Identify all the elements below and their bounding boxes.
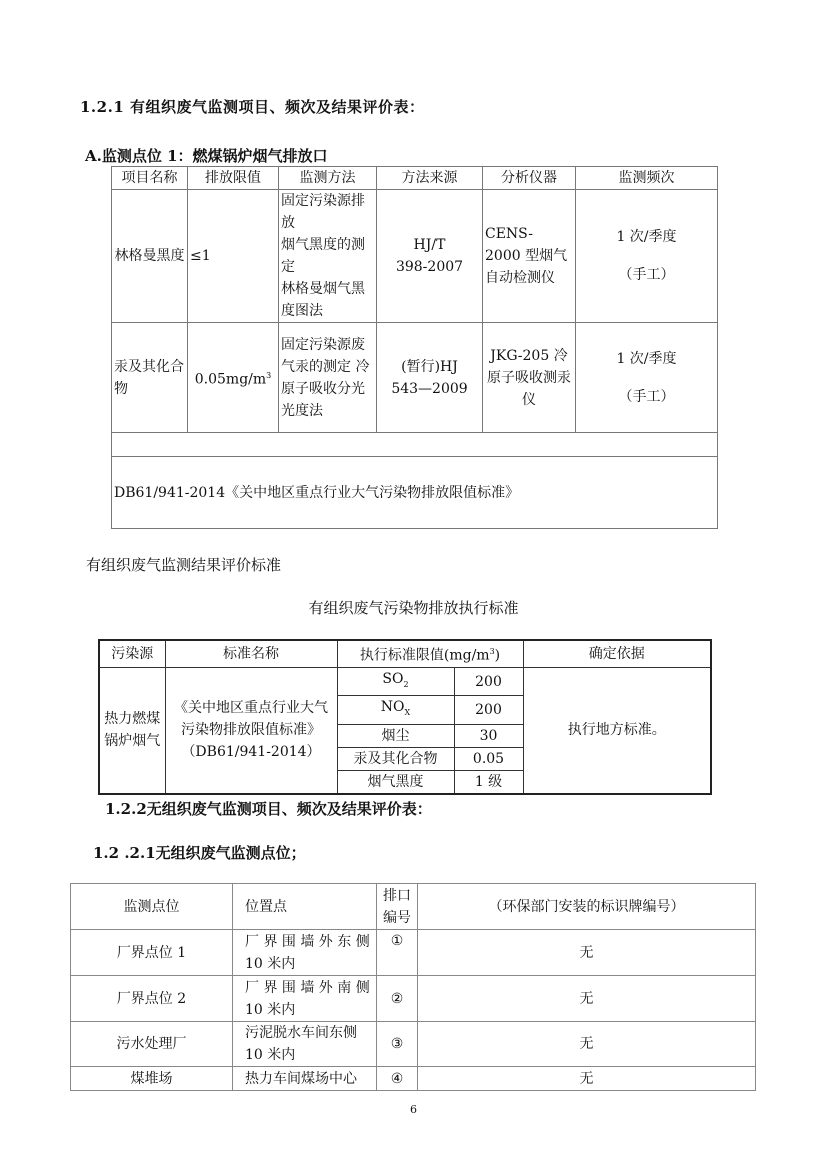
table-header-row bbox=[99, 640, 711, 667]
point-cell: 厂界点位 1 bbox=[71, 930, 233, 976]
value-cell: 200 bbox=[454, 667, 523, 696]
standard-cell: DB61/941-2014《关中地区重点行业大气污染物排放限值标准》 bbox=[112, 457, 718, 529]
source-cell: (暂行)HJ 543—2009 bbox=[377, 323, 483, 433]
instrument-cell: JKG-205 冷原子吸收测汞仪 bbox=[483, 323, 576, 433]
frequency-value: 1 次/季度 bbox=[616, 350, 677, 367]
limit-unit-superscript: 3 bbox=[266, 370, 272, 380]
outlet-no-cell: ① bbox=[377, 930, 418, 976]
basis-cell: 执行地方标准。 bbox=[523, 667, 711, 794]
standard-row bbox=[112, 457, 718, 529]
item-cell: 林格曼黑度 bbox=[112, 190, 188, 323]
location-cell: 厂 界 围 墙 外 南 侧 10 米内 bbox=[233, 976, 377, 1022]
table-row bbox=[99, 667, 711, 696]
tag-cell: 无 bbox=[418, 1067, 756, 1091]
evaluation-standard-paragraph: 有组织废气监测结果评价标准 bbox=[86, 556, 282, 574]
header-basis: 确定依据 bbox=[523, 640, 711, 667]
header-limit-text: 执行标准限值(mg/m bbox=[359, 647, 490, 664]
table-row bbox=[112, 190, 718, 323]
method-cell: 固定污染源废气汞的测定 冷原子吸收分光光度法 bbox=[279, 323, 377, 433]
header-item-name: 项目名称 bbox=[112, 167, 188, 190]
table-row bbox=[71, 1067, 756, 1091]
limit-cell: ≤1 bbox=[188, 190, 279, 323]
table-caption: 有组织废气污染物排放执行标准 bbox=[308, 599, 519, 617]
header-pollution-source: 污染源 bbox=[99, 640, 165, 667]
outlet-no-cell: ② bbox=[377, 976, 418, 1022]
header-frequency: 监测频次 bbox=[576, 167, 718, 190]
source-cell: 热力燃煤锅炉烟气 bbox=[99, 667, 165, 794]
pollutant-subscript: 2 bbox=[403, 679, 409, 689]
header-tag-no: （环保部门安装的标识牌编号） bbox=[418, 884, 756, 930]
standard-name-cell: 《关中地区重点行业大气污染物排放限值标准》 （DB61/941-2014） bbox=[165, 667, 337, 794]
pollutant-cell bbox=[337, 667, 454, 696]
page-number: 6 bbox=[410, 1103, 417, 1116]
table-header-row bbox=[112, 167, 718, 190]
pollutant-cell: 汞及其化合物 bbox=[337, 748, 454, 771]
table-row bbox=[112, 323, 718, 433]
header-point: 监测点位 bbox=[71, 884, 233, 930]
point-cell: 煤堆场 bbox=[71, 1067, 233, 1091]
monitoring-point-heading: A.监测点位 1：燃煤锅炉烟气排放口 bbox=[85, 147, 328, 165]
header-source: 方法来源 bbox=[377, 167, 483, 190]
header-method: 监测方法 bbox=[279, 167, 377, 190]
point-cell: 厂界点位 2 bbox=[71, 976, 233, 1022]
empty-cell bbox=[112, 433, 718, 457]
section-heading-1-2-2-1: 1.2 .2.1无组织废气监测点位； bbox=[93, 844, 306, 862]
method-cell: 固定污染源排放 烟气黑度的测定 林格曼烟气黑度图法 bbox=[279, 190, 377, 323]
location-cell: 热力车间煤场中心 bbox=[233, 1067, 377, 1091]
pollutant-cell: 烟尘 bbox=[337, 725, 454, 748]
organized-emission-monitoring-table bbox=[111, 166, 718, 529]
pollutant-name: NO bbox=[380, 699, 405, 716]
outlet-no-cell: ③ bbox=[377, 1022, 418, 1067]
point-cell: 污水处理厂 bbox=[71, 1022, 233, 1067]
emission-standard-table bbox=[98, 639, 712, 795]
source-cell: HJ/T 398-2007 bbox=[377, 190, 483, 323]
header-limit: 排放限值 bbox=[188, 167, 279, 190]
header-outlet-no: 排口 编号 bbox=[377, 884, 418, 930]
value-cell: 1 级 bbox=[454, 771, 523, 795]
frequency-mode: （手工） bbox=[618, 388, 675, 405]
header-instrument: 分析仪器 bbox=[483, 167, 576, 190]
item-cell: 汞及其化合物 bbox=[112, 323, 188, 433]
limit-cell bbox=[188, 323, 279, 433]
section-heading-1-2-2: 1.2.2无组织废气监测项目、频次及结果评价表： bbox=[105, 800, 432, 818]
empty-row bbox=[112, 433, 718, 457]
value-cell: 30 bbox=[454, 725, 523, 748]
pollutant-cell bbox=[337, 696, 454, 725]
outlet-no-cell: ④ bbox=[377, 1067, 418, 1091]
header-limit-superscript: 3 bbox=[489, 647, 495, 656]
frequency-cell bbox=[576, 323, 718, 433]
pollutant-subscript: X bbox=[404, 708, 411, 718]
table-row bbox=[71, 930, 756, 976]
section-heading-1-2-1: 1.2.1 有组织废气监测项目、频次及结果评价表： bbox=[80, 98, 425, 116]
header-standard-name: 标准名称 bbox=[165, 640, 337, 667]
fugitive-emission-points-table bbox=[70, 883, 756, 1091]
tag-cell: 无 bbox=[418, 976, 756, 1022]
tag-cell: 无 bbox=[418, 1022, 756, 1067]
header-location: 位置点 bbox=[233, 884, 377, 930]
header-limit-close: ) bbox=[494, 647, 501, 664]
value-cell: 0.05 bbox=[454, 748, 523, 771]
location-cell: 污泥脱水车间东侧 10 米内 bbox=[233, 1022, 377, 1067]
frequency-value: 1 次/季度 bbox=[616, 229, 677, 245]
pollutant-cell: 烟气黑度 bbox=[337, 771, 454, 795]
table-row bbox=[71, 1022, 756, 1067]
tag-cell: 无 bbox=[418, 930, 756, 976]
table-header-row bbox=[71, 884, 756, 930]
value-cell: 200 bbox=[454, 696, 523, 725]
frequency-mode: （手工） bbox=[618, 267, 675, 283]
instrument-cell: CENS- 2000 型烟气自动检测仪 bbox=[483, 190, 576, 323]
table-row bbox=[71, 976, 756, 1022]
header-limit bbox=[337, 640, 523, 667]
limit-value: 0.05mg/m bbox=[194, 371, 267, 388]
frequency-cell bbox=[576, 190, 718, 323]
pollutant-name: SO bbox=[382, 670, 404, 687]
location-cell: 厂 界 围 墙 外 东 侧 10 米内 bbox=[233, 930, 377, 976]
